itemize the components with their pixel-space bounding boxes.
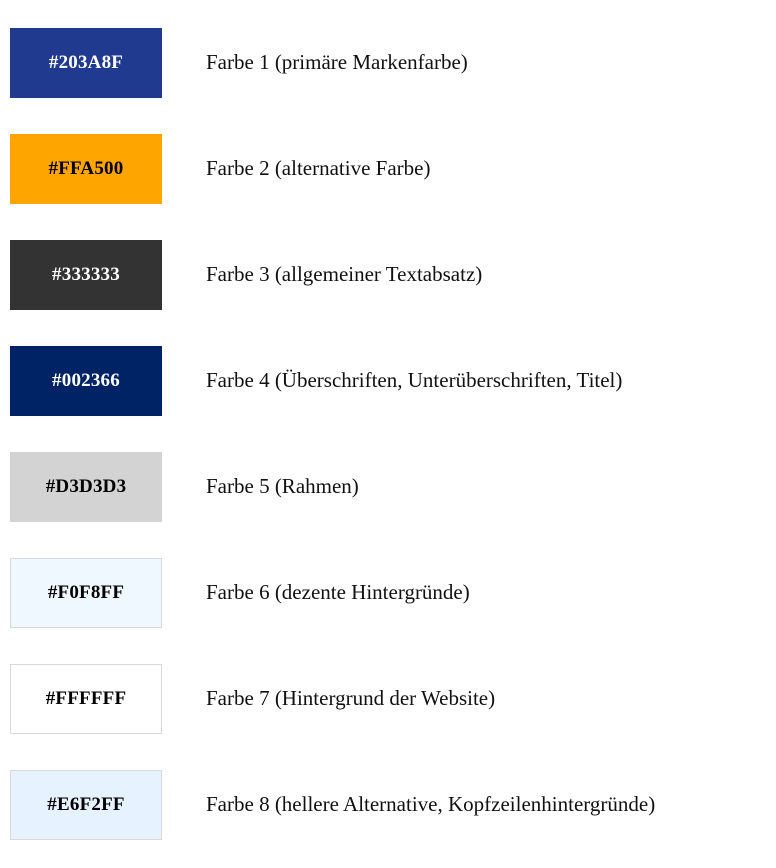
color-swatch bbox=[10, 240, 162, 310]
color-swatch bbox=[10, 452, 162, 522]
list-item bbox=[0, 752, 776, 858]
list-item bbox=[0, 540, 776, 646]
color-description: Farbe 4 (Überschriften, Unterüberschriften, Titel) bbox=[206, 368, 623, 393]
color-hex-label: #333333 bbox=[52, 264, 120, 285]
list-item bbox=[0, 328, 776, 434]
color-swatch bbox=[10, 770, 162, 840]
color-hex-label: #FFA500 bbox=[48, 158, 124, 179]
list-item bbox=[0, 646, 776, 752]
color-hex-label: #002366 bbox=[52, 370, 120, 391]
color-swatch bbox=[10, 346, 162, 416]
color-hex-label: #E6F2FF bbox=[47, 794, 125, 815]
color-description: Farbe 6 (dezente Hintergründe) bbox=[206, 580, 470, 605]
list-item bbox=[0, 222, 776, 328]
color-swatch bbox=[10, 134, 162, 204]
color-description: Farbe 3 (allgemeiner Textabsatz) bbox=[206, 262, 483, 287]
color-description: Farbe 1 (primäre Markenfarbe) bbox=[206, 50, 468, 75]
color-swatch bbox=[10, 28, 162, 98]
color-description: Farbe 8 (hellere Alternative, Kopfzeilenhintergründe) bbox=[206, 792, 656, 817]
color-description: Farbe 2 (alternative Farbe) bbox=[206, 156, 431, 181]
color-description: Farbe 7 (Hintergrund der Website) bbox=[206, 686, 496, 711]
color-hex-label: #FFFFFF bbox=[45, 688, 127, 709]
list-item bbox=[0, 10, 776, 116]
color-hex-label: #F0F8FF bbox=[47, 582, 125, 603]
color-description: Farbe 5 (Rahmen) bbox=[206, 474, 359, 499]
color-hex-label: #D3D3D3 bbox=[45, 476, 127, 497]
color-hex-label: #203A8F bbox=[48, 52, 124, 73]
list-item bbox=[0, 434, 776, 540]
list-item bbox=[0, 116, 776, 222]
color-swatch bbox=[10, 558, 162, 628]
color-swatch bbox=[10, 664, 162, 734]
